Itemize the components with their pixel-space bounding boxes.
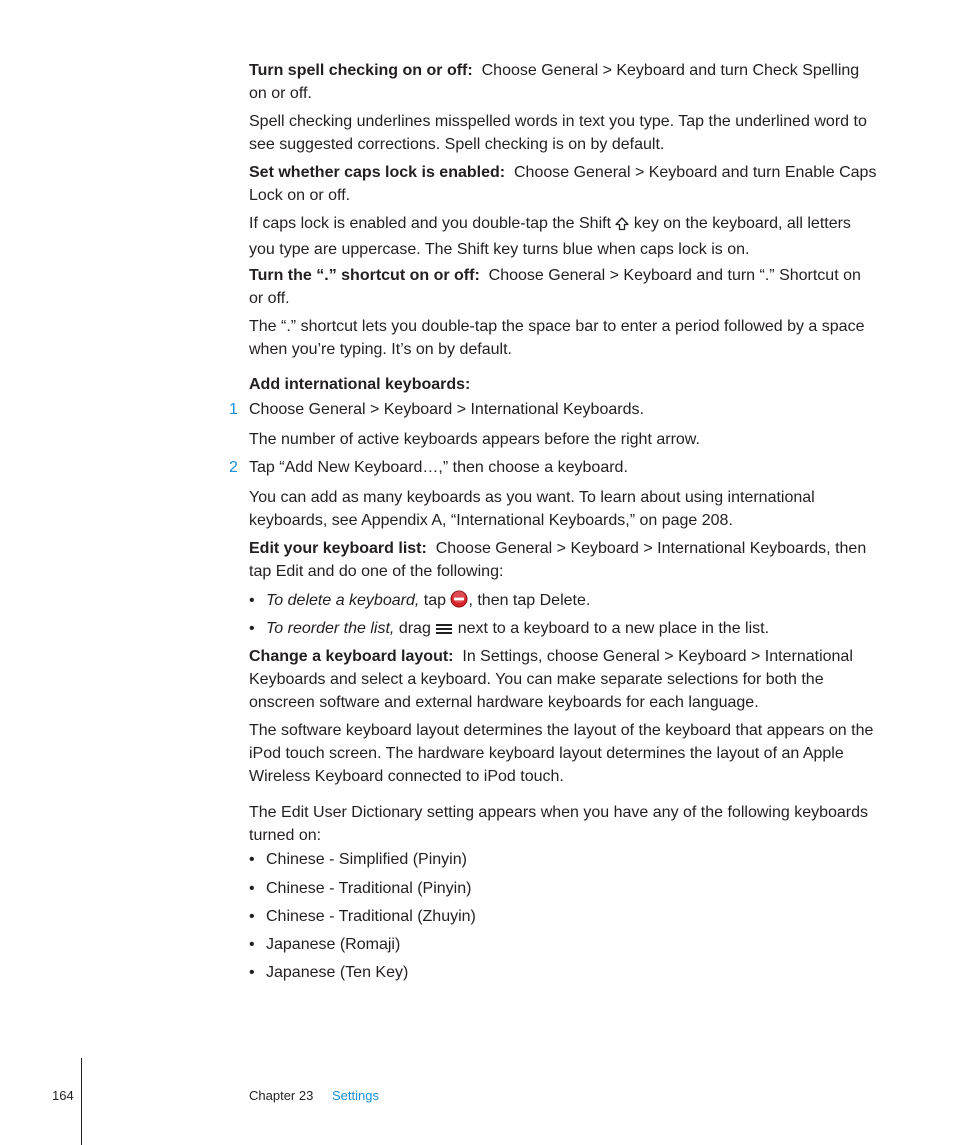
period-shortcut-paragraph: [249, 264, 879, 310]
step-1-note: The number of active keyboards appears before the right arrow.: [249, 431, 700, 448]
footer-section-link[interactable]: Settings: [332, 1088, 379, 1103]
spell-checking-lead: Turn spell checking on or off:: [249, 62, 473, 79]
keyboard-list-item: Chinese - Traditional (Pinyin): [266, 880, 472, 897]
period-shortcut-lead: Turn the “.” shortcut on or off:: [249, 267, 480, 284]
footer-divider: [81, 1058, 82, 1145]
reorder-list-after: next to a keyboard to a new place in the list.: [457, 620, 770, 637]
delete-minus-icon: [450, 590, 468, 615]
step-1-text: Choose General > Keyboard > International Keyboards.: [249, 401, 644, 418]
step-number-2: 2: [229, 459, 238, 476]
layout-description: The software keyboard layout determines the layout of the keyboard that appears on the iPod touch screen. The hardware keyboard layout determines the layout of an Apple Wireless Keyboard connected to iPod touch.: [249, 722, 874, 785]
spell-checking-description: Spell checking underlines misspelled words in text you type. Tap the underlined word to see suggested corrections. Spell checking is on by default.: [249, 113, 867, 153]
delete-keyboard-italic: To delete a keyboard,: [266, 592, 420, 609]
caps-lock-description: [249, 212, 879, 261]
caps-lock-lead: Set whether caps lock is enabled:: [249, 164, 506, 181]
bullet-marker: •: [249, 620, 255, 637]
bullet-marker: •: [249, 851, 255, 868]
spell-checking-text: Choose General > Keyboard and turn Check Spelling on or off.: [249, 62, 860, 102]
step-2-note: You can add as many keyboards as you want. To learn about using international keyboards, see Appendix A, “International Keyboards,” on page 208.: [249, 489, 815, 529]
step-2-text: Tap “Add New Keyboard…,” then choose a keyboard.: [249, 459, 628, 476]
step-number-1: 1: [229, 401, 238, 418]
caps-lock-paragraph: [249, 161, 879, 207]
delete-keyboard-before: tap: [423, 592, 446, 609]
edit-list-paragraph: [249, 537, 879, 583]
bullet-marker: •: [249, 964, 255, 981]
reorder-grabber-icon: [435, 620, 453, 643]
footer-chapter: Chapter 23: [249, 1088, 314, 1103]
caps-lock-desc-before: If caps lock is enabled and you double-tap the Shift: [249, 215, 612, 232]
add-keyboards-heading: Add international keyboards:: [249, 376, 471, 393]
reorder-list-italic: To reorder the list,: [266, 620, 395, 637]
page-number: 164: [52, 1088, 74, 1103]
change-layout-lead: Change a keyboard layout:: [249, 648, 454, 665]
reorder-list-before: drag: [398, 620, 431, 637]
bullet-marker: •: [249, 936, 255, 953]
bullet-marker: •: [249, 908, 255, 925]
keyboard-list-item: Japanese (Romaji): [266, 936, 401, 953]
delete-keyboard-item: [266, 589, 590, 615]
period-shortcut-description: The “.” shortcut lets you double-tap the space bar to enter a period followed by a space when you’re typing. It’s on by default.: [249, 318, 865, 358]
change-layout-paragraph: [249, 645, 879, 714]
edit-list-text: Choose General > Keyboard > International Keyboards, then tap Edit and do one of the following:: [249, 540, 867, 580]
reorder-list-item: [266, 617, 769, 643]
caps-lock-text: Choose General > Keyboard and turn Enable Caps Lock on or off.: [249, 164, 877, 204]
spell-checking-paragraph: [249, 59, 879, 105]
user-dictionary-intro: The Edit User Dictionary setting appears when you have any of the following keyboards turned on:: [249, 804, 869, 844]
delete-keyboard-after: , then tap Delete.: [468, 592, 591, 609]
keyboard-list-item: Japanese (Ten Key): [266, 964, 409, 981]
bullet-marker: •: [249, 592, 255, 609]
shift-icon: [615, 215, 629, 238]
change-layout-text: In Settings, choose General > Keyboard > International Keyboards and select a keyboard. You can make separate selections for both the onscreen software and external hardware keyboards for each language.: [249, 648, 853, 711]
caps-lock-desc-after: key on the keyboard, all letters you type are uppercase. The Shift key turns blue when caps lock is on.: [249, 215, 851, 258]
period-shortcut-text: Choose General > Keyboard and turn “.” Shortcut on or off.: [249, 267, 861, 307]
keyboard-list-item: Chinese - Traditional (Zhuyin): [266, 908, 476, 925]
edit-list-lead: Edit your keyboard list:: [249, 540, 427, 557]
keyboard-list-item: Chinese - Simplified (Pinyin): [266, 851, 467, 868]
bullet-marker: •: [249, 880, 255, 897]
